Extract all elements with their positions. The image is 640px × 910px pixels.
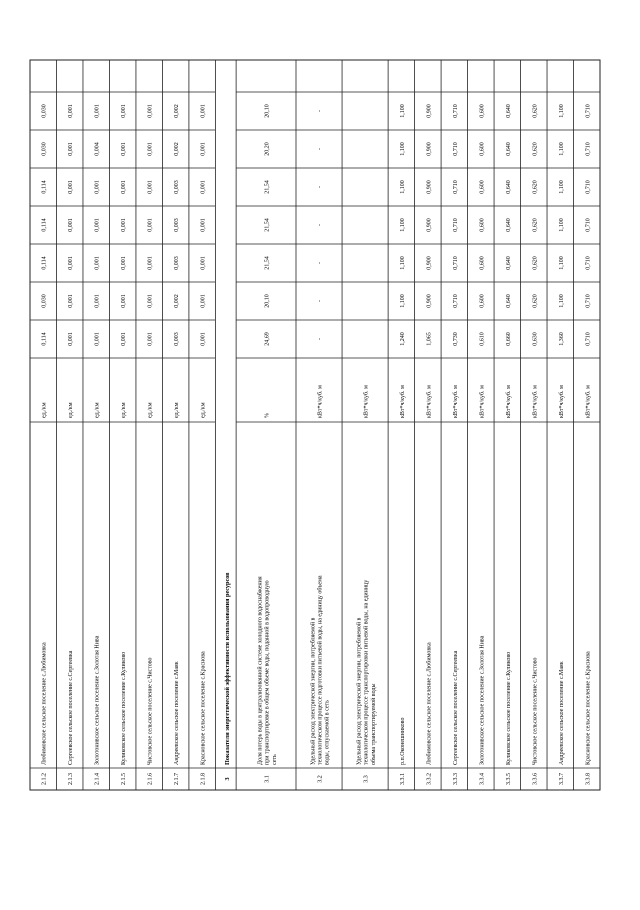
table-row	[494, 60, 520, 790]
value-cell: 0,710	[452, 142, 459, 156]
value-cell: 0,630	[532, 332, 539, 346]
value-cell: 0,001	[121, 294, 128, 308]
indicator-name: Андреевское сельское поселение с.Маяк	[174, 661, 181, 765]
row-number: 2.1.5	[121, 773, 128, 785]
value-cell: 0,114	[41, 180, 48, 194]
value-cell: 0,640	[505, 218, 512, 232]
value-cell: 0,003	[174, 180, 181, 194]
value-cell: 0,900	[426, 142, 433, 156]
table-row	[342, 60, 388, 790]
value-cell: 1,100	[399, 218, 406, 232]
value-cell: 0,600	[479, 294, 486, 308]
table-row	[236, 60, 296, 790]
value-cell: 0,002	[174, 294, 181, 308]
indicator-table	[30, 60, 600, 790]
row-number: 2.1.3	[68, 773, 75, 785]
value-cell: 1,100	[558, 256, 565, 270]
value-cell: 20,10	[264, 104, 271, 118]
value-cell: 0,030	[41, 294, 48, 308]
value-cell: 0,003	[174, 218, 181, 232]
row-number: 3.3.5	[505, 773, 512, 785]
value-cell: 1,100	[399, 104, 406, 118]
row-number: 3.2	[317, 775, 324, 783]
value-cell: 0,900	[426, 256, 433, 270]
row-number: 2.1.8	[200, 773, 207, 785]
indicator-name: технологическом процессе транспортировки питьевой воды, на единицу	[363, 579, 370, 765]
row-number: 3.3.1	[399, 773, 406, 785]
value-cell: 0,001	[121, 180, 128, 194]
indicator-name: воды, отпускаемой в сеть	[324, 700, 331, 765]
indicator-name: Чистовское сельское поселение с.Чистово	[532, 657, 539, 765]
value-cell: 0,640	[505, 142, 512, 156]
value-cell: -	[317, 338, 324, 340]
indicator-name: Золотонивское сельское поселение с.Золотая Нива	[94, 635, 101, 765]
value-cell: 0,001	[68, 142, 75, 156]
value-cell: 0,001	[68, 218, 75, 232]
value-cell: 0,620	[532, 256, 539, 270]
value-cell: 0,900	[426, 104, 433, 118]
value-cell: 0,114	[41, 256, 48, 270]
value-cell: 0,001	[200, 294, 207, 308]
indicator-name: Любимовское сельское поселение с.Любимовка	[426, 642, 433, 765]
table-row	[189, 60, 215, 790]
section-title: Показатели энергетической эффективности использования ресурсов	[223, 572, 231, 765]
table-row	[441, 60, 467, 790]
value-cell: 0,001	[147, 294, 154, 308]
value-cell: 1,100	[558, 180, 565, 194]
value-cell: 0,002	[174, 142, 181, 156]
value-cell: 0,001	[121, 218, 128, 232]
value-cell: -	[317, 110, 324, 112]
row-number: 2.1.2	[41, 773, 48, 785]
value-cell: 0,030	[41, 104, 48, 118]
value-cell: 0,660	[505, 332, 512, 346]
value-cell: 21,54	[264, 180, 271, 194]
value-cell: 0,640	[505, 294, 512, 308]
unit-cell: кВт*ч/куб. м	[558, 385, 565, 418]
value-cell: 1,100	[558, 294, 565, 308]
value-cell: 0,001	[200, 332, 207, 346]
value-cell: 1,360	[558, 332, 565, 346]
indicator-name: Золотонивское сельское поселение с.Золотая Нива	[479, 635, 486, 765]
indicator-name: Красновское сельское поселение с.Краснова	[585, 651, 592, 765]
value-cell: 0,710	[585, 180, 592, 194]
table-row	[56, 60, 82, 790]
value-cell: 0,001	[94, 218, 101, 232]
table-row	[468, 60, 494, 790]
row-number: 3.1	[264, 775, 271, 783]
table-row	[388, 60, 414, 790]
value-cell: 24,69	[264, 332, 271, 346]
table-row	[83, 60, 109, 790]
unit-cell: кВт*ч/куб. м	[479, 385, 486, 418]
value-cell: 0,001	[68, 332, 75, 346]
value-cell: 0,710	[452, 104, 459, 118]
value-cell: -	[317, 224, 324, 226]
row-number: 3.3.7	[558, 773, 565, 785]
value-cell: 0,640	[505, 104, 512, 118]
value-cell: 0,001	[121, 142, 128, 156]
table-row	[136, 60, 162, 790]
table-row	[547, 60, 573, 790]
value-cell: 0,710	[452, 294, 459, 308]
indicator-name: Андреевское сельское поселение с.Маяк	[558, 661, 565, 765]
unit-cell: кВт*ч/куб. м	[399, 385, 406, 418]
value-cell: 0,001	[68, 104, 75, 118]
value-cell: 0,001	[68, 180, 75, 194]
unit-cell: кВт*ч/куб. м	[452, 385, 459, 418]
value-cell: 0,001	[68, 294, 75, 308]
row-number: 2.1.6	[147, 773, 154, 785]
unit-cell: кВт*ч/куб. м	[532, 385, 539, 418]
value-cell: 0,900	[426, 218, 433, 232]
value-cell: 0,730	[452, 332, 459, 346]
value-cell: 0,710	[452, 218, 459, 232]
value-cell: 21,54	[264, 218, 271, 232]
value-cell: 0,001	[200, 142, 207, 156]
value-cell: 0,600	[479, 142, 486, 156]
value-cell: 0,001	[94, 332, 101, 346]
value-cell: 0,620	[532, 218, 539, 232]
value-cell: 0,710	[452, 180, 459, 194]
value-cell: 1,100	[558, 104, 565, 118]
value-cell: 0,001	[94, 294, 101, 308]
indicator-name: Сергеевское сельское поселение с.Сергеевка	[452, 650, 459, 765]
value-cell: 0,710	[585, 294, 592, 308]
value-cell: 1,100	[558, 142, 565, 156]
unit-cell: кВт*ч/куб. м	[585, 385, 592, 418]
value-cell: 0,004	[94, 142, 101, 156]
table-row	[30, 60, 56, 790]
value-cell: -	[317, 300, 324, 302]
unit-cell: ед./км	[174, 402, 181, 418]
unit-cell: %	[264, 413, 271, 418]
row-number: 3.3.8	[585, 773, 592, 785]
value-cell: -	[317, 186, 324, 188]
unit-cell: ед./км	[41, 402, 48, 418]
value-cell: 0,620	[532, 142, 539, 156]
indicator-name: технологическом процессе подготовки питьевой воды, на единицу объема	[317, 575, 324, 765]
indicator-name: Куликовское сельское поселение с.Куликово	[121, 651, 128, 765]
value-cell: 0,001	[200, 218, 207, 232]
value-cell: 0,600	[479, 218, 486, 232]
value-cell: 1,100	[558, 218, 565, 232]
unit-cell: ед./км	[68, 402, 75, 418]
value-cell: 0,620	[532, 104, 539, 118]
indicator-name: Куликовское сельское поселение с.Куликово	[505, 651, 512, 765]
value-cell: 0,001	[147, 332, 154, 346]
table-row	[109, 60, 135, 790]
indicator-name: объема транспортируемой воды	[370, 683, 377, 765]
value-cell: 0,114	[41, 332, 48, 346]
unit-cell: кВт*ч/куб. м	[505, 385, 512, 418]
value-cell: 0,001	[147, 256, 154, 270]
value-cell: 0,620	[532, 180, 539, 194]
value-cell: 0,710	[585, 256, 592, 270]
value-cell: 21,54	[264, 256, 271, 270]
value-cell: 1,240	[399, 332, 406, 346]
value-cell: 20,10	[264, 294, 271, 308]
table-row	[296, 60, 342, 790]
indicator-name: Удельный расход электрической энергии, потребляемой в	[310, 617, 317, 765]
value-cell: 1,100	[399, 294, 406, 308]
value-cell: 0,114	[41, 218, 48, 232]
indicator-name: р.п.Оконешниково	[399, 717, 406, 765]
value-cell: 0,002	[174, 104, 181, 118]
value-cell: 0,710	[585, 332, 592, 346]
row-number: 2.1.7	[174, 773, 181, 785]
value-cell: 20,20	[264, 142, 271, 156]
indicator-name: Любимовское сельское поселение с.Любимовка	[41, 642, 48, 765]
value-cell: 0,900	[426, 180, 433, 194]
value-cell: 0,001	[121, 332, 128, 346]
value-cell: 0,001	[68, 256, 75, 270]
unit-cell: ед./км	[94, 402, 101, 418]
value-cell: 0,030	[41, 142, 48, 156]
value-cell: 1,065	[426, 332, 433, 346]
row-number: 2.1.4	[94, 773, 101, 785]
value-cell: 0,001	[200, 104, 207, 118]
value-cell: 0,710	[452, 256, 459, 270]
table-row	[162, 60, 188, 790]
row-number: 3.3	[363, 775, 370, 783]
value-cell: 0,001	[147, 218, 154, 232]
table-row	[574, 60, 600, 790]
value-cell: -	[317, 262, 324, 264]
indicator-name: Чистовское сельское поселение с.Чистово	[147, 657, 154, 765]
section-number: 3	[223, 777, 231, 781]
unit-cell: кВт*ч/куб. м	[363, 385, 370, 418]
value-cell: 0,600	[479, 104, 486, 118]
section-header-row	[215, 60, 236, 790]
value-cell: 1,100	[399, 142, 406, 156]
value-cell: 1,100	[399, 256, 406, 270]
value-cell: 0,640	[505, 180, 512, 194]
indicator-name: Красновское сельское поселение с.Краснова	[200, 651, 207, 765]
row-number: 3.3.3	[452, 773, 459, 785]
value-cell: 0,710	[585, 142, 592, 156]
indicator-name: сеть	[271, 754, 278, 765]
table-row	[521, 60, 547, 790]
value-cell: 0,610	[479, 332, 486, 346]
unit-cell: ед./км	[121, 402, 128, 418]
row-number: 3.3.6	[532, 773, 539, 785]
unit-cell: кВт*ч/куб. м	[426, 385, 433, 418]
value-cell: 0,001	[147, 180, 154, 194]
value-cell: 0,001	[94, 256, 101, 270]
value-cell: 0,001	[94, 104, 101, 118]
value-cell: 0,001	[147, 142, 154, 156]
value-cell: 0,710	[585, 104, 592, 118]
indicator-name: Доля потерь воды в централизованной системе холодного водоснабжения	[257, 576, 264, 765]
value-cell: 0,003	[174, 256, 181, 270]
unit-cell: кВт*ч/куб. м	[317, 385, 324, 418]
row-number: 3.3.2	[426, 773, 433, 785]
value-cell: 0,001	[121, 256, 128, 270]
row-number: 3.3.4	[479, 773, 486, 785]
value-cell: 0,001	[200, 180, 207, 194]
value-cell: 0,600	[479, 180, 486, 194]
value-cell: 0,710	[585, 218, 592, 232]
value-cell: 0,001	[200, 256, 207, 270]
value-cell: 0,001	[94, 180, 101, 194]
value-cell: 0,620	[532, 294, 539, 308]
value-cell: 0,003	[174, 332, 181, 346]
indicator-name: Сергеевское сельское поселение с.Сергеевка	[68, 650, 75, 765]
indicator-name: Удельный расход электрической энергии, потребляемой в	[356, 617, 363, 765]
value-cell: 0,001	[147, 104, 154, 118]
unit-cell: ед./км	[200, 402, 207, 418]
value-cell: 0,600	[479, 256, 486, 270]
value-cell: -	[317, 148, 324, 150]
value-cell: 0,900	[426, 294, 433, 308]
unit-cell: ед./км	[147, 402, 154, 418]
indicator-name: при транспортировке в общем объеме воды, поданной в водопроводную	[264, 580, 271, 765]
value-cell: 0,640	[505, 256, 512, 270]
value-cell: 0,001	[121, 104, 128, 118]
table-row	[415, 60, 441, 790]
value-cell: 1,100	[399, 180, 406, 194]
